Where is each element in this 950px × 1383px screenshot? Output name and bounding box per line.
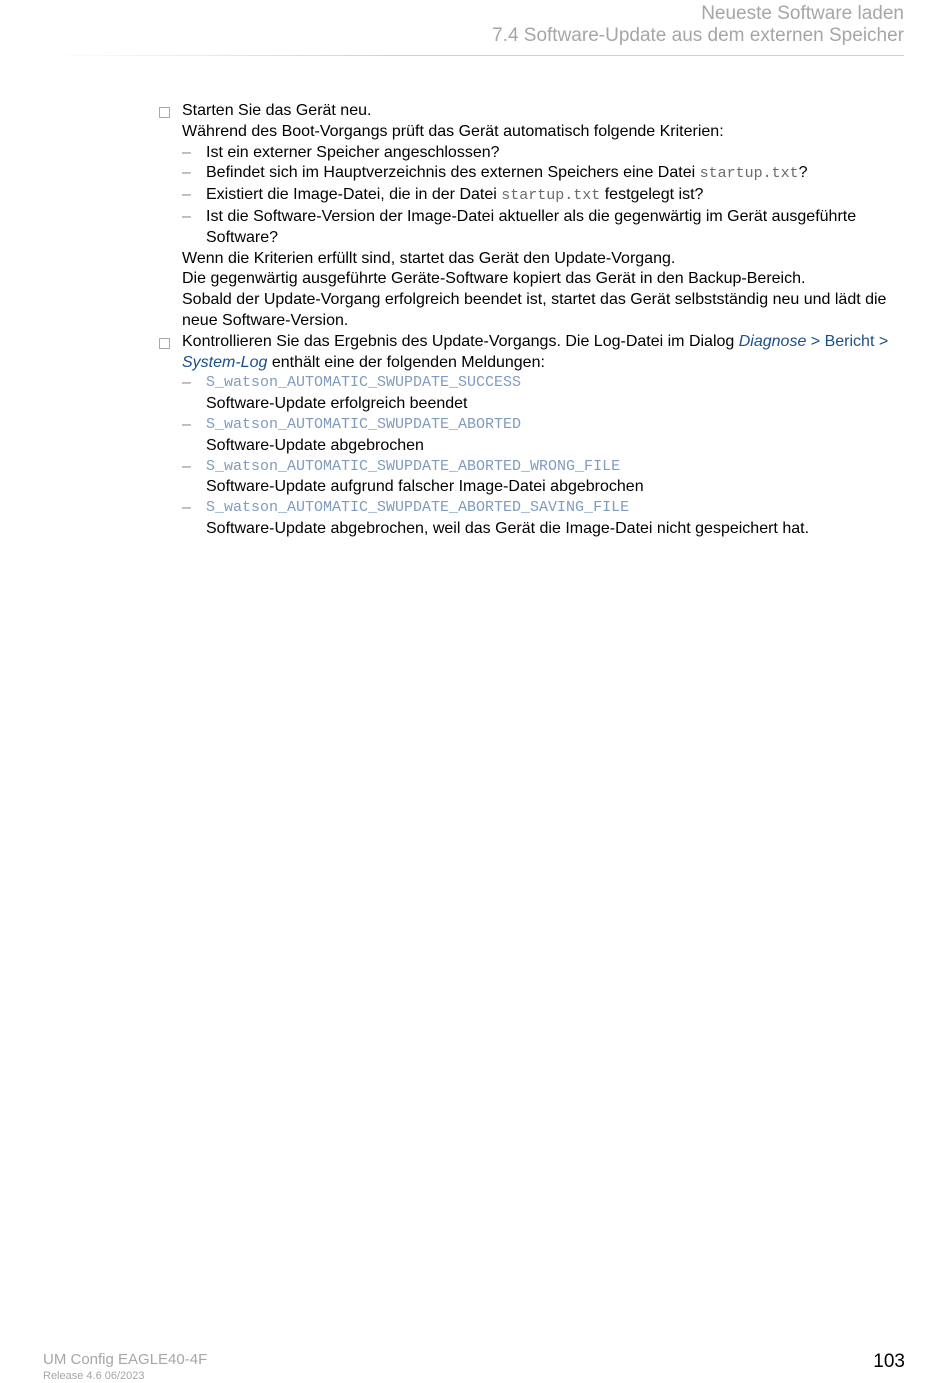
dash-icon: – — [182, 186, 191, 204]
step-intro: Kontrollieren Sie das Ergebnis des Update-Vorgangs. Die Log-Datei im Dialog Diagnose > Bericht > System-Log enthält eine der folgenden Meldungen: — [182, 332, 889, 371]
checkbox-icon — [159, 338, 170, 349]
criteria-item: – Ist ein externer Speicher angeschlossen? — [182, 143, 907, 164]
menu-path-bericht: Bericht — [824, 332, 875, 350]
log-message-code: S_watson_AUTOMATIC_SWUPDATE_ABORTED_SAVING_FILE — [206, 499, 630, 517]
criteria-item: – Ist die Software-Version der Image-Datei aktueller als die gegenwärtig im Gerät ausgeführte Software? — [182, 207, 857, 246]
dash-icon: – — [182, 143, 191, 161]
log-message-item — [182, 457, 907, 499]
criteria-item: – Befindet sich im Hauptverzeichnis des externen Speichers eine Datei startup.txt? — [182, 164, 808, 183]
dash-icon: – — [182, 415, 191, 433]
inline-code: startup.txt — [699, 165, 799, 183]
log-message-description: Software-Update erfolgreich beendet — [206, 395, 468, 413]
checkbox-icon — [159, 107, 170, 118]
log-message-code: S_watson_AUTOMATIC_SWUPDATE_SUCCESS — [206, 374, 522, 392]
step-check-result — [157, 332, 907, 540]
log-message-description: Software-Update aufgrund falscher Image-Datei abgebrochen — [206, 478, 644, 496]
header-divider — [46, 55, 904, 56]
log-message-item — [182, 415, 907, 457]
step-paragraph: Wenn die Kriterien erfüllt sind, startet das Gerät den Update-Vorgang. — [182, 249, 676, 267]
inline-code: startup.txt — [501, 187, 601, 205]
log-message-code: S_watson_AUTOMATIC_SWUPDATE_ABORTED — [206, 415, 522, 433]
document-title: UM Config EAGLE40-4F — [43, 1351, 208, 1368]
step-paragraph: Während des Boot-Vorgangs prüft das Gerät automatisch folgende Kriterien: — [182, 122, 724, 140]
menu-path-diagnose: Diagnose — [738, 332, 807, 350]
dash-icon: – — [182, 499, 191, 517]
step-restart — [157, 101, 907, 332]
menu-path-system-log: System-Log — [182, 353, 268, 371]
step-paragraph: Die gegenwärtig ausgeführte Geräte-Software kopiert das Gerät in den Backup-Bereich. — [182, 270, 806, 288]
dash-icon: – — [182, 374, 191, 392]
section-title: 7.4 Software-Update aus dem externen Speicher — [492, 25, 904, 46]
log-message-item — [182, 373, 907, 415]
log-message-description: Software-Update abgebrochen — [206, 436, 424, 454]
log-message-code: S_watson_AUTOMATIC_SWUPDATE_ABORTED_WRONG_FILE — [206, 457, 621, 475]
page-header — [492, 3, 904, 47]
dash-icon: – — [182, 164, 191, 182]
release-info: Release 4.6 06/2023 — [43, 1370, 145, 1382]
page-footer — [43, 1351, 207, 1383]
chapter-title: Neueste Software laden — [701, 3, 904, 24]
criteria-item: – Existiert die Image-Datei, die in der Datei startup.txt festgelegt ist? — [182, 186, 704, 205]
log-message-item — [182, 498, 907, 540]
page-content — [157, 101, 907, 540]
step-paragraph: Sobald der Update-Vorgang erfolgreich beendet ist, startet das Gerät selbstständig neu und lädt die neue Software-Version. — [182, 291, 887, 329]
dash-icon: – — [182, 207, 191, 225]
step-intro: Starten Sie das Gerät neu. — [182, 102, 372, 119]
log-message-description: Software-Update abgebrochen, weil das Gerät die Image-Datei nicht gespeichert hat. — [206, 519, 810, 537]
page-number: 103 — [873, 1351, 905, 1372]
dash-icon: – — [182, 457, 191, 475]
